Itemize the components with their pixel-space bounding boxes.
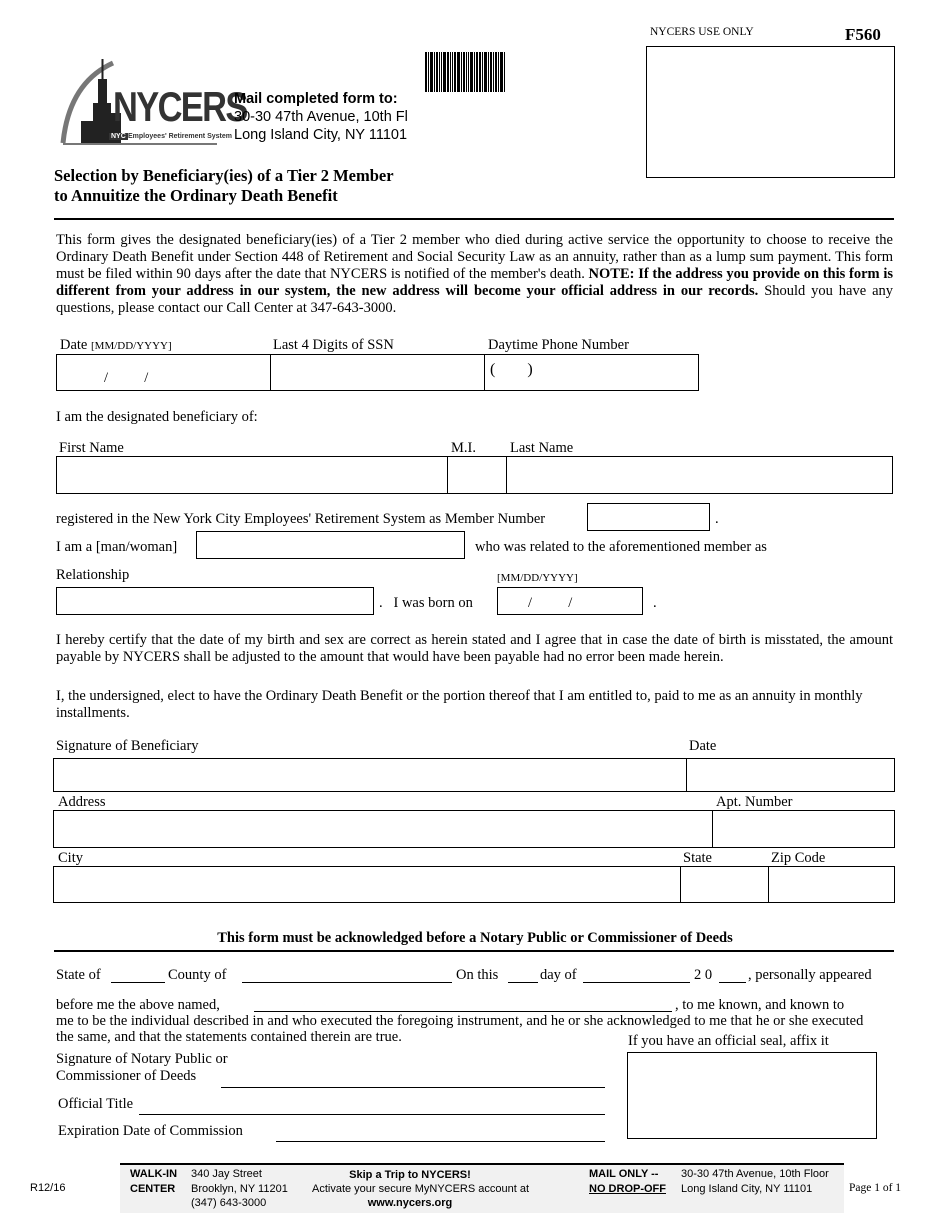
registered-period: . — [715, 511, 719, 527]
elect-paragraph: I, the undersigned, elect to have the Ordinary Death Benefit or the portion thereof that I am entitled to, paid to me as an annuity in monthly installments. — [56, 688, 863, 721]
nycers-use-only-label: NYCERS USE ONLY — [650, 26, 754, 38]
walkin-address1: 340 Jay Street — [191, 1168, 262, 1180]
skip-trip-title: Skip a Trip to NYCERS! — [349, 1169, 471, 1181]
walkin-phone: (347) 643-3000 — [191, 1197, 267, 1209]
relationship-label: Relationship — [56, 567, 130, 583]
mi-field[interactable] — [447, 456, 507, 494]
address-field[interactable] — [53, 810, 713, 848]
day-of-label: day of — [540, 967, 577, 983]
city-field[interactable] — [53, 866, 681, 903]
before-me-label: before me the above named, — [56, 997, 220, 1013]
state-field[interactable] — [680, 866, 769, 903]
state-of-line[interactable] — [111, 982, 165, 983]
born-on-text: . I was born on — [379, 595, 473, 611]
mail-title: Mail completed form to: — [234, 91, 398, 107]
seal-text: If you have an official seal, affix it — [628, 1033, 829, 1049]
footer-mail-address2: Long Island City, NY 11101 — [681, 1183, 813, 1195]
signature-date-label: Date — [689, 738, 717, 754]
date-slashes: / / — [104, 370, 149, 386]
notary-signature-label-line2: Commissioner of Deeds — [56, 1068, 197, 1084]
first-name-field[interactable] — [56, 456, 448, 494]
year-line[interactable] — [719, 982, 746, 983]
skip-trip-text: Activate your secure MyNYCERS account at — [312, 1183, 530, 1195]
address-label: Address — [58, 794, 106, 810]
zip-label: Zip Code — [771, 850, 826, 866]
notary-signature-label-line1: Signature of Notary Public or — [56, 1051, 228, 1067]
birth-date-slashes: / / — [528, 595, 573, 611]
page-number: Page 1 of 1 — [849, 1182, 902, 1194]
logo-subtitle: Employees' Retirement System — [128, 133, 232, 140]
city-label: City — [58, 850, 83, 866]
expiration-label: Expiration Date of Commission — [58, 1123, 243, 1139]
barcode — [425, 52, 506, 92]
nycers-logo — [55, 55, 247, 150]
date-label-text: Date — [60, 337, 88, 353]
last-name-field[interactable] — [506, 456, 893, 494]
month-line[interactable] — [583, 982, 690, 983]
intro-paragraph — [56, 232, 893, 317]
apt-field[interactable] — [712, 810, 895, 848]
mail-only-line2: NO DROP-OFF — [589, 1183, 666, 1195]
relationship-field[interactable] — [56, 587, 374, 615]
two-zero-label: 2 0 — [694, 967, 713, 983]
first-name-label: First Name — [59, 440, 124, 456]
logo-wordmark: NYCERS — [113, 83, 247, 130]
ssn-field[interactable] — [270, 354, 485, 391]
intro-note: NOTE: If the address you provide on this form is different from your address in our system, the new address will become your official address in our records. — [56, 266, 893, 299]
county-of-line[interactable] — [242, 982, 452, 983]
personally-appeared-label: , personally appeared — [748, 967, 872, 983]
signature-field[interactable] — [53, 758, 687, 792]
gender-label: I am a [man/woman] — [56, 539, 178, 555]
signature-date-field[interactable] — [686, 758, 895, 792]
mi-label: M.I. — [451, 440, 476, 456]
zip-field[interactable] — [768, 866, 895, 903]
certify-paragraph: I hereby certify that the date of my birth and sex are correct as herein stated and I agree that in case the date of birth is misstated, the amount payable by NYCERS shall be adjusted to the amount that would have been payable had no error been made herein. — [56, 632, 893, 665]
phone-label: Daytime Phone Number — [488, 337, 629, 353]
apt-label: Apt. Number — [716, 794, 793, 810]
intro-text: This form gives the designated beneficiary(ies) of a Tier 2 member who died during active service the opportunity to choose to receive the Ordinary Death Benefit under Section 448 of Retirement and Social Security Law as an annuity, rather than as a lump sum payment. This form must be filed within 90 days after the date that NYCERS is notified of the member's death. — [56, 232, 893, 282]
registered-text: registered in the New York City Employees' Retirement System as Member Number — [56, 511, 546, 527]
on-this-label: On this — [456, 967, 499, 983]
official-title-label: Official Title — [58, 1096, 134, 1112]
last-name-label: Last Name — [510, 440, 574, 456]
born-period: . — [653, 595, 657, 611]
state-of-label: State of — [56, 967, 101, 983]
notary-rule — [54, 950, 894, 952]
date-field[interactable] — [56, 354, 271, 391]
date-label — [60, 337, 172, 354]
form-title-line2: to Annuitize the Ordinary Death Benefit — [54, 186, 338, 205]
title-rule — [54, 218, 894, 220]
mail-address-line2: Long Island City, NY 11101 — [234, 127, 408, 143]
walkin-label-line1: WALK-IN — [130, 1168, 178, 1180]
state-label: State — [683, 850, 712, 866]
logo-badge: NYC — [111, 133, 126, 140]
phone-parens: ( ) — [490, 361, 533, 378]
beneficiary-intro: I am the designated beneficiary of: — [56, 409, 258, 425]
notary-heading: This form must be acknowledged before a Notary Public or Commissioner of Deeds — [217, 930, 733, 946]
nycers-website-link[interactable]: www.nycers.org — [367, 1197, 453, 1209]
expiration-line[interactable] — [276, 1141, 605, 1142]
notary-body: me to be the individual described in and who executed the foregoing instrument, and he or she acknowledged to me that he or she executed the same, and that the statements contained therein are true. — [56, 1013, 864, 1045]
ssn-label: Last 4 Digits of SSN — [273, 337, 394, 353]
walkin-label-line2: CENTER — [130, 1183, 176, 1195]
named-person-line[interactable] — [254, 1011, 672, 1012]
form-code: F560 — [845, 25, 881, 44]
nycers-use-only-box — [646, 46, 895, 178]
signature-label: Signature of Beneficiary — [56, 738, 199, 754]
walkin-address2: Brooklyn, NY 11201 — [191, 1183, 288, 1195]
notary-signature-line[interactable] — [221, 1087, 605, 1088]
mail-only-line1: MAIL ONLY -- — [589, 1168, 659, 1180]
birth-date-hint: [MM/DD/YYYY] — [497, 572, 578, 584]
intro-text-after: Should you have any questions, please contact our Call Center at 347-643-3000. — [56, 283, 893, 316]
member-number-field[interactable] — [587, 503, 710, 531]
county-of-label: County of — [168, 967, 227, 983]
footer-mail-address1: 30-30 47th Avenue, 10th Floor — [681, 1168, 829, 1180]
official-title-line[interactable] — [139, 1114, 605, 1115]
seal-box — [627, 1052, 877, 1139]
mail-address-line1: 30-30 47th Avenue, 10th Fl — [234, 109, 408, 125]
gender-field[interactable] — [196, 531, 465, 559]
related-text: who was related to the aforementioned member as — [475, 539, 767, 555]
day-line[interactable] — [508, 982, 538, 983]
date-format-hint: [MM/DD/YYYY] — [91, 340, 172, 352]
revision-code: R12/16 — [30, 1182, 66, 1194]
form-title-line1: Selection by Beneficiary(ies) of a Tier 2 Member — [54, 166, 394, 185]
to-me-known-label: , to me known, and known to — [675, 997, 845, 1013]
